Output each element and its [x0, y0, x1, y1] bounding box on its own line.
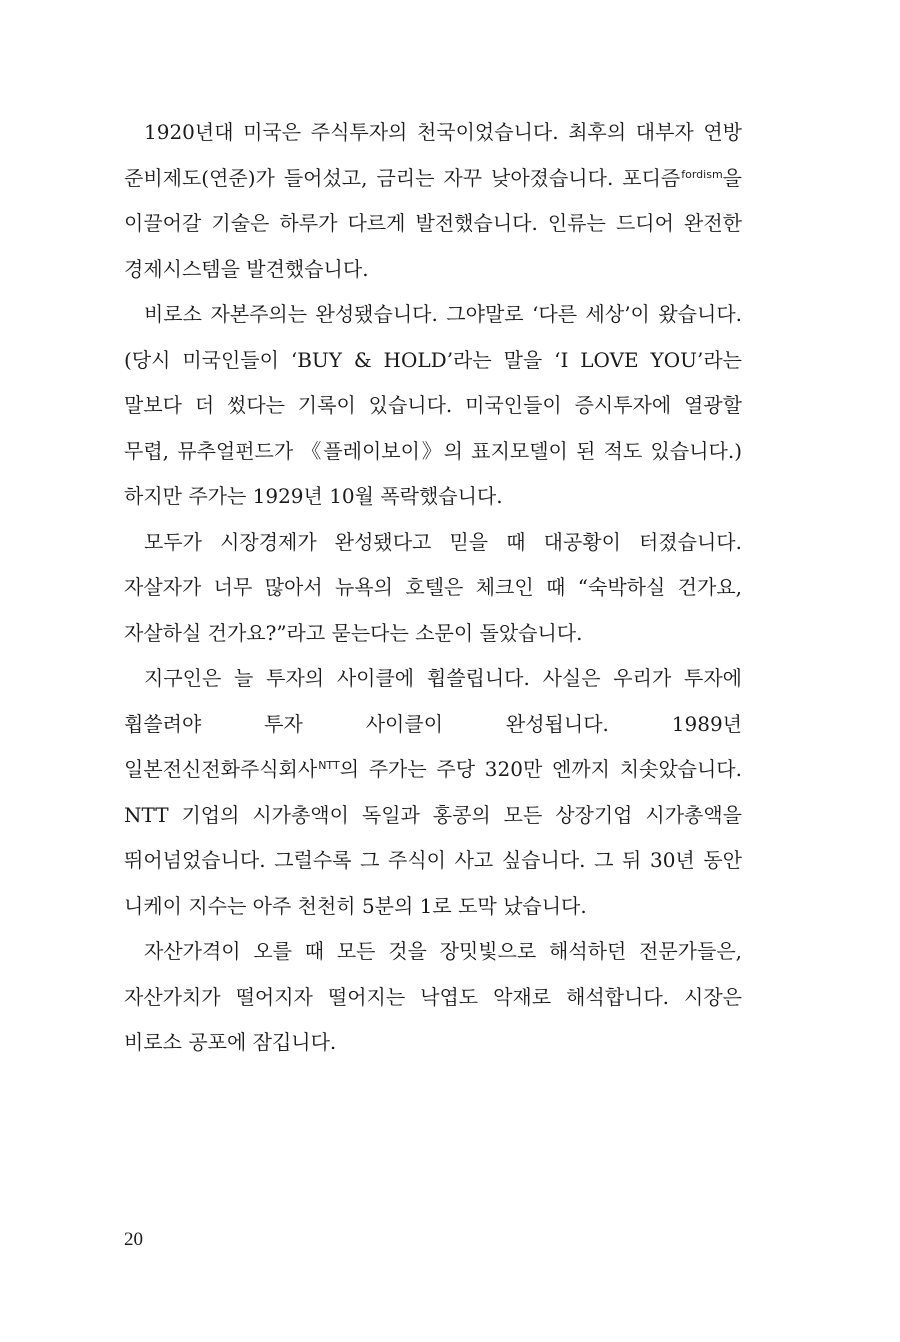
gloss-fordism: fordism: [681, 167, 723, 181]
paragraph-text: 의 주가는 주당 320만 엔까지 치솟았습니다. NTT 기업의 시가총액이 독일과 홍콩의 모든 상장기업 시가총액을 뛰어넘었습니다. 그럴수록 그 주식이 사고 싶습니다. 그 뒤 30년 동안 니케이 지수는 아주 천천히 5분의 1로 도막 났습니다.: [124, 757, 742, 918]
page-number: 20: [124, 1229, 143, 1250]
paragraph-text: 을 이끌어갈 기술은 하루가 다르게 발전했습니다. 인류는 드디어 완전한 경제시스템을 발견했습니다.: [124, 165, 742, 281]
paragraph-ntt: [124, 656, 742, 929]
gloss-ntt: NTT: [318, 759, 340, 772]
paragraph-fordism: [124, 110, 742, 292]
page-body: [124, 110, 742, 1066]
paragraph-text: 지구인은 늘 투자의 사이클에 휩쓸립니다. 사실은 우리가 투자에 휩쓸려야 투자 사이클이 완성됩니다. 1989년 일본전신전화주식회사: [124, 666, 742, 781]
paragraph-fear: 자산가격이 오를 때 모든 것을 장밋빛으로 해석하던 전문가들은, 자산가치가 떨어지자 떨어지는 낙엽도 악재로 해석합니다. 시장은 비로소 공포에 잠깁니다.: [124, 939, 742, 1054]
paragraph-capitalism: 비로소 자본주의는 완성됐습니다. 그야말로 ‘다른 세상’이 왔습니다. (당시 미국인들이 ‘BUY & HOLD’라는 말을 ‘I LOVE YOU’라는 말보다 더 썼다는 기록이 있습니다. 미국인들이 증시투자에 열광할 무렵, 뮤추얼펀드가 《플레이보이》의 표지모델이 된 적도 있습니다.) 하지만 주가는 1929년 10월 폭락했습니다.: [124, 302, 742, 508]
paragraph-great-depression: 모두가 시장경제가 완성됐다고 믿을 때 대공황이 터졌습니다. 자살자가 너무 많아서 뉴욕의 호텔은 체크인 때 “숙박하실 건가요, 자살하실 건가요?”라고 묻는다는 소문이 돌았습니다.: [124, 529, 742, 645]
paragraph-text: 1920년대 미국은 주식투자의 천국이었습니다. 최후의 대부자 연방 준비제도(연준)가 들어섰고, 금리는 자꾸 낮아졌습니다. 포디즘: [124, 120, 742, 190]
